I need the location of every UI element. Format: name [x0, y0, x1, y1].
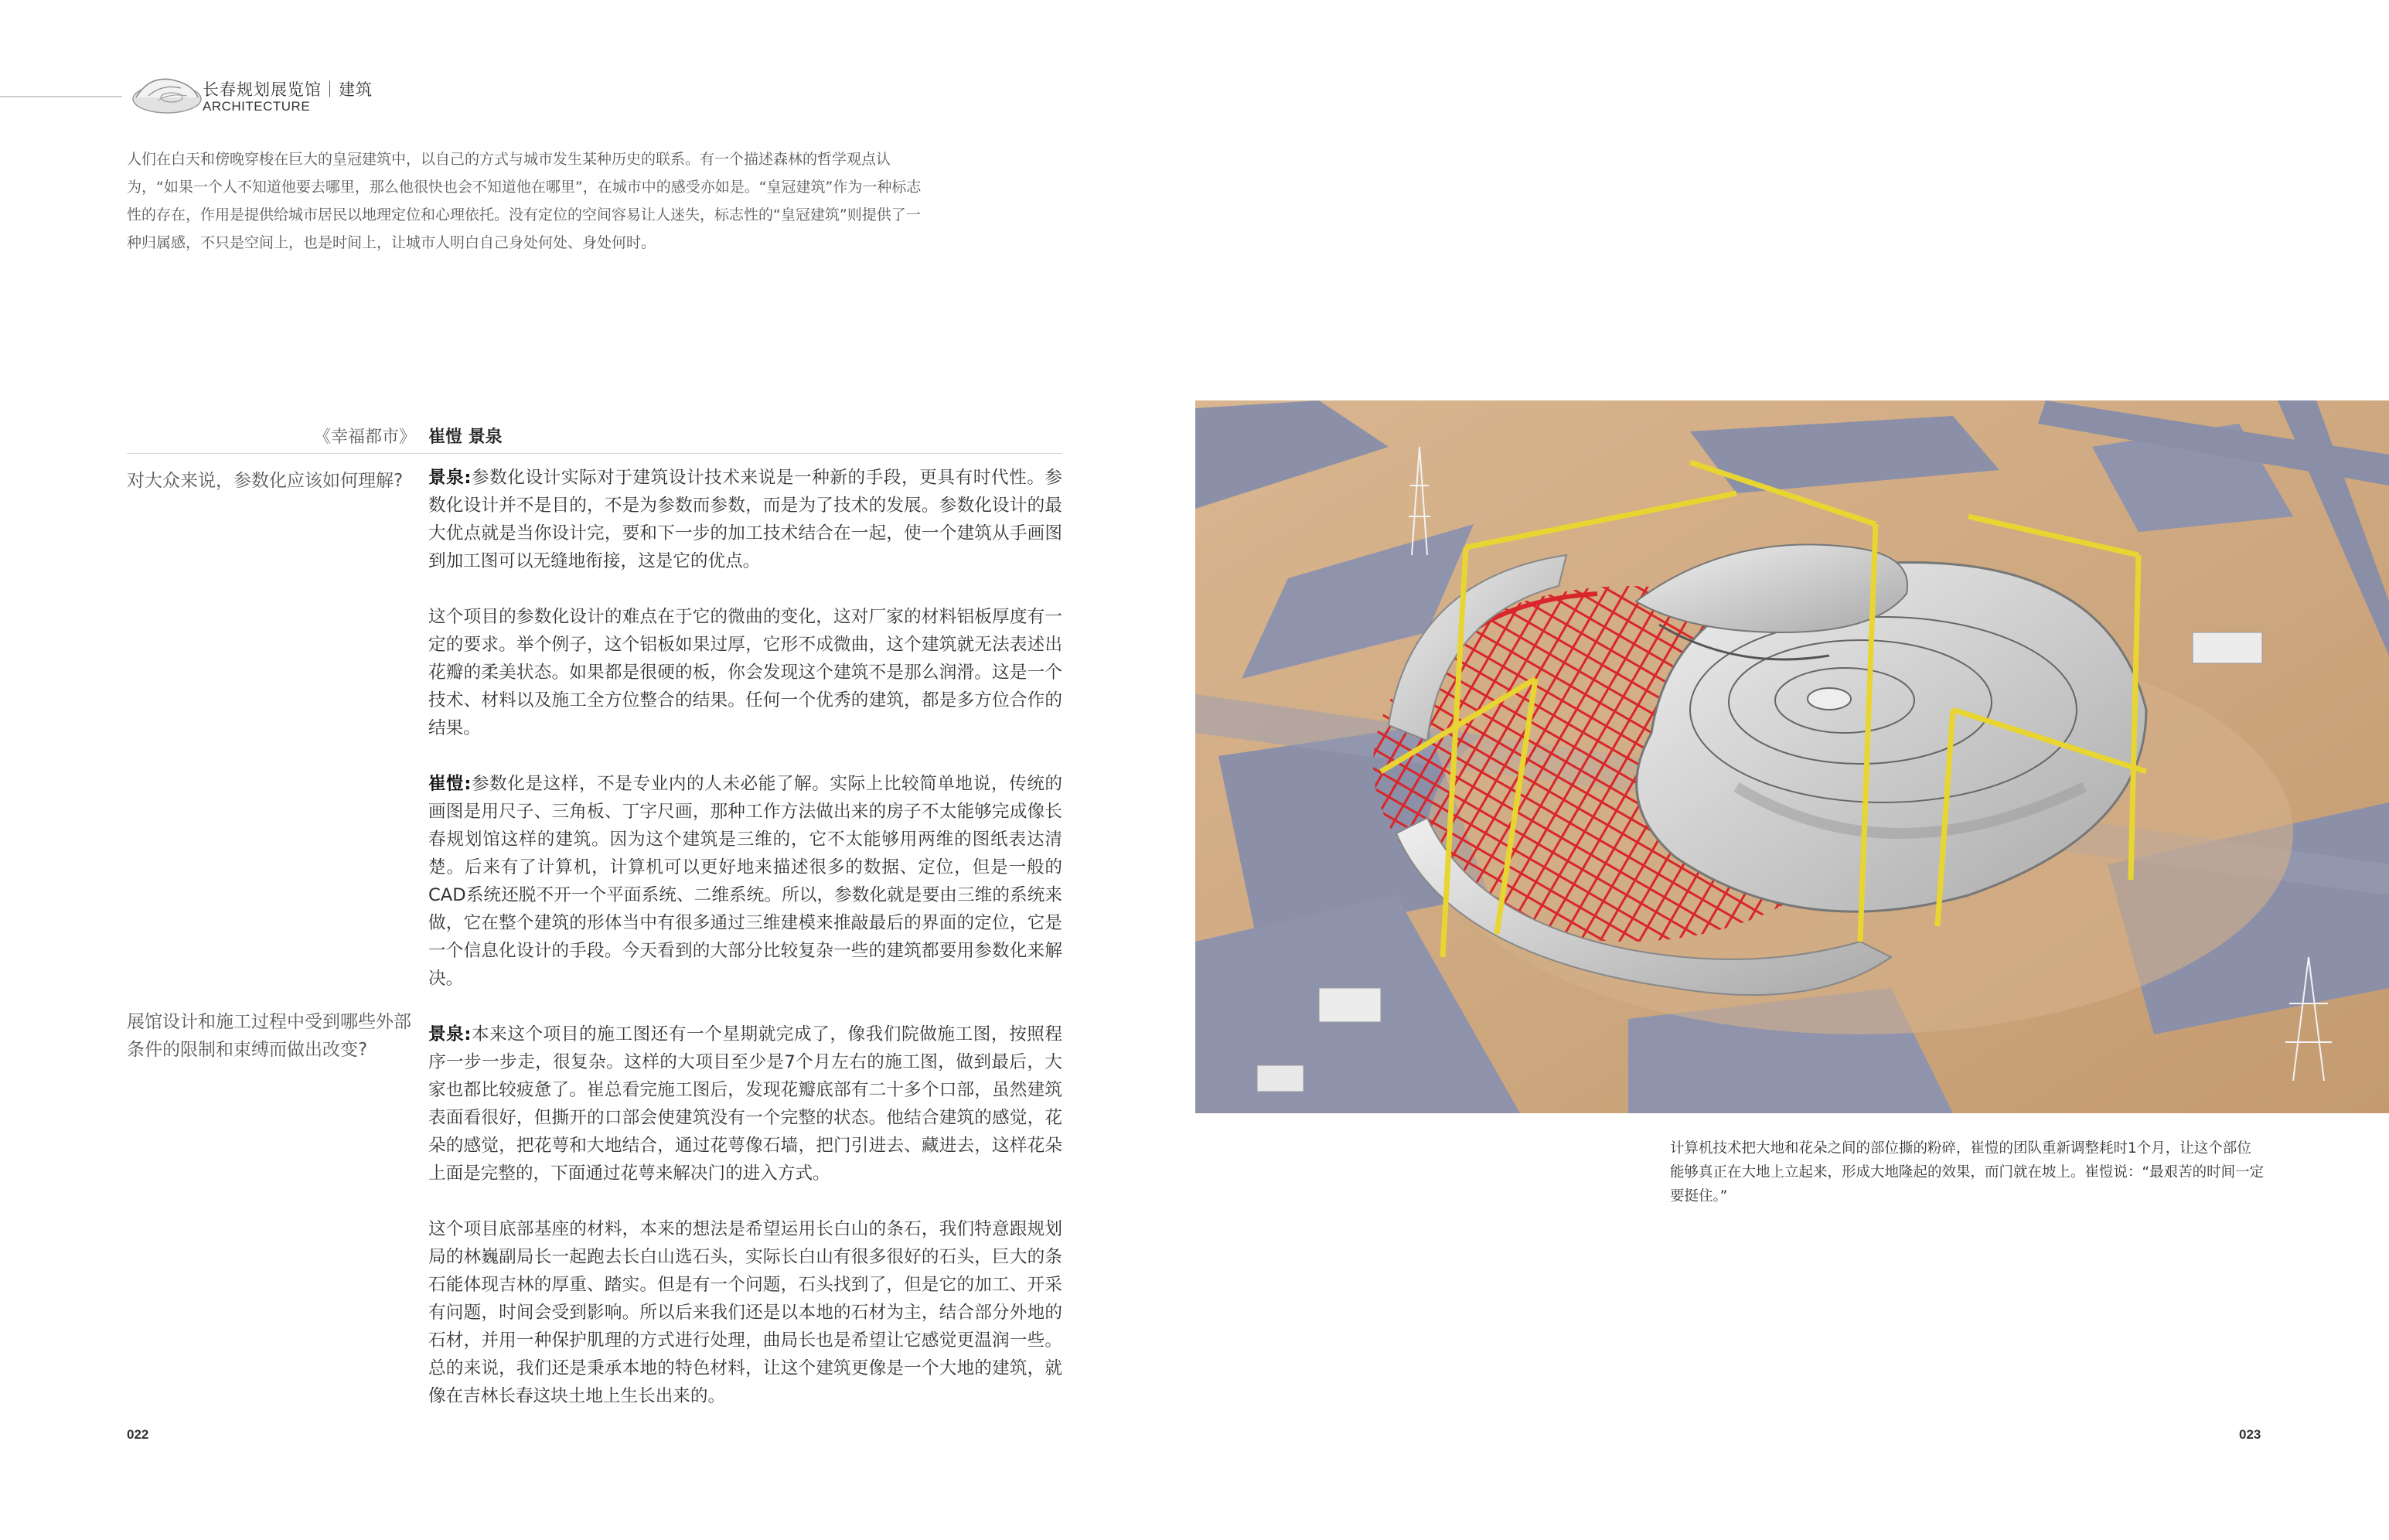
source-label: 《幸福都市》	[313, 428, 416, 447]
question-2: 展馆设计和施工过程中受到哪些外部条件的限制和束缚而做出改变?	[127, 1012, 411, 1060]
header-subtitle: ARCHITECTURE	[203, 99, 311, 114]
header-rule	[0, 96, 122, 97]
answer-text: 参数化设计实际对于建筑设计技术来说是一种新的手段，更具有时代性。参数化设计并不是目的，不是为参数而参数，而是为了技术的发展。参数化设计的最大优点就是当你设计完，要和下一步的加工技术结合在一起，使一个建筑从手画图到加工图可以无缝地衔接，这是它的优点。	[428, 468, 1063, 571]
answers-column	[428, 464, 1062, 1438]
answer-1b: 这个项目的参数化设计的难点在于它的微曲的变化，这对厂家的材料铝板厚度有一定的要求。举个例子，这个铝板如果过厚，它形不成微曲，这个建筑就无法表述出花瓣的柔美状态。如果都是很硬的板，你会发现这个建筑不是那么润滑。这是一个技术、材料以及施工全方位整合的结果。任何一个优秀的建筑，都是多方位合作的结果。	[428, 607, 1062, 738]
question-1: 对大众来说，参数化应该如何理解?	[127, 471, 404, 491]
construction-site-photo	[1195, 400, 2389, 1113]
speaker-label: 景泉:	[428, 468, 472, 488]
answer-2	[428, 1020, 1062, 1187]
answer-2b: 这个项目底部基座的材料，本来的想法是希望运用长白山的条石，我们特意跟规划局的林巍副局长一起跑去长白山选石头，实际长白山有很多很好的石头，巨大的条石能体现吉林的厚重、踏实。但是有一个问题，石头找到了，但是它的加工、开采有问题，时间会受到影响。所以后来我们还是以本地的石材为主，结合部分外地的石材，并用一种保护肌理的方式进行处理，曲局长也是希望让它感觉更温润一些。总的来说，我们还是秉承本地的特色材料，让这个建筑更像是一个大地的建筑，就像在吉林长春这块土地上生长出来的。	[428, 1219, 1062, 1406]
answer-text: 本来这个项目的施工图还有一个星期就完成了，像我们院做施工图，按照程序一步一步走，很复杂。这样的大项目至少是7个月左右的施工图，做到最后，大家也都比较疲惫了。崔总看完施工图后，发现花瓣底部有二十多个口部，虽然建筑表面看很好，但撕开的口部会使建筑没有一个完整的状态。他结合建筑的感觉，花朵的感觉，把花萼和大地结合，通过花萼像石墙，把门引进去、藏进去，这样花朵上面是完整的，下面通过花萼来解决门的进入方式。	[428, 1024, 1063, 1184]
heading-divider	[127, 453, 1062, 454]
speaker-label: 崔愷:	[428, 774, 472, 794]
answer-1c	[428, 770, 1062, 993]
page-number-left: 022	[127, 1427, 149, 1442]
interviewee-names: 崔愷 景泉	[428, 428, 503, 447]
flower-logo-icon	[127, 70, 204, 119]
header-title: 长春规划展览馆｜建筑	[203, 80, 373, 99]
page-number-right: 023	[2239, 1427, 2261, 1442]
speaker-label: 景泉:	[428, 1024, 472, 1044]
intro-paragraph: 人们在白天和傍晚穿梭在巨大的皇冠建筑中，以自己的方式与城市发生某种历史的联系。有一个描述森林的哲学观点认为，“如果一个人不知道他要去哪里，那么他很快也会不知道他在哪里”，在城市中的感受亦如是。“皇冠建筑”作为一种标志性的存在，作用是提供给城市居民以地理定位和心理依托。没有定位的空间容易让人迷失，标志性的“皇冠建筑”则提供了一种归属感，不只是空间上，也是时间上，让城市人明白自己身处何处、身处何时。	[127, 151, 922, 251]
answer-text: 参数化是这样，不是专业内的人未必能了解。实际上比较简单地说，传统的画图是用尺子、三角板、丁字尺画，那种工作方法做出来的房子不太能够完成像长春规划馆这样的建筑。因为这个建筑是三维的，它不太能够用两维的图纸表达清楚。后来有了计算机，计算机可以更好地来描述很多的数据、定位，但是一般的CAD系统还脱不开一个平面系统、二维系统。所以，参数化就是要由三维的系统来做，它在整个建筑的形体当中有很多通过三维建模来推敲最后的界面的定位，它是一个信息化设计的手段。今天看到的大部分比较复杂一些的建筑都要用参数化来解决。	[428, 774, 1063, 989]
answer-1	[428, 464, 1062, 575]
photo-caption: 计算机技术把大地和花朵之间的部位撕的粉碎，崔愷的团队重新调整耗时1个月，让这个部位能够真正在大地上立起来，形成大地隆起的效果，而门就在坡上。崔愷说：“最艰苦的时间一定要挺住。”	[1670, 1140, 2265, 1204]
